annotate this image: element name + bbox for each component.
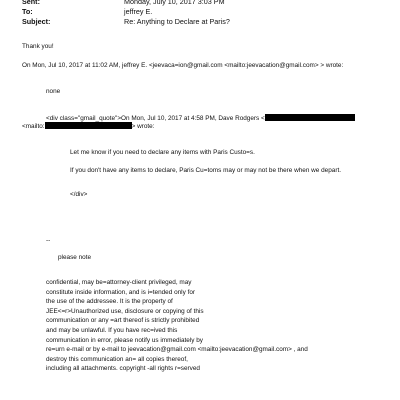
div-close: </div> <box>70 191 88 198</box>
disclaimer-line: confidential, may be=attorney-client privileged, may <box>46 279 192 286</box>
to-label: To: <box>22 7 33 16</box>
disclaimer-line: and may be unlawful. If you have rec=ived this <box>46 327 178 334</box>
disclaimer-line: communication or any =art thereof is strictly prohibited <box>46 317 200 325</box>
sent-label: Sent: <box>22 0 40 6</box>
none-text: none <box>46 88 61 95</box>
disclaimer-line: including all attachments. copyright -all rights r=served <box>46 365 200 373</box>
reply-intro: On Mon, Jul 10, 2017 at 11:02 AM, jeffrey E. <jeevaca=ion@gmail.com <mailto:jeevacation@gmail.com> > wrote: <box>22 62 344 69</box>
quote-mailto <box>22 122 154 131</box>
sent-value: Monday, July 10, 2017 3:03 PM <box>124 0 225 6</box>
disclaimer-line: communication in error, please notify us immediately by <box>46 336 203 344</box>
quote-mailto-prefix: <mailto: <box>22 123 45 130</box>
disclaimer-line: destroy this communication an= all copies thereof, <box>46 355 188 363</box>
disclaimer-line: JEE<=r>Unauthorized use, disclosure or copying of this <box>46 307 204 315</box>
quote-line-1: Let me know if you need to declare any items with Paris Custo=s. <box>70 149 255 156</box>
disclaimer-line: the use of the addressee. It is the property of <box>46 298 173 306</box>
redaction-box <box>265 114 355 121</box>
quote-mailto-suffix: > wrote: <box>131 123 155 130</box>
disclaimer-line: constitute inside information, and is i=tended only for <box>46 288 196 296</box>
please-note-text: please note <box>58 254 92 261</box>
to-value: jeffrey E. <box>124 7 153 16</box>
redaction-box <box>45 122 132 129</box>
quote-line-2: If you don't have any items to declare, Paris Cu=toms may or may not be there when we depart. <box>70 167 342 174</box>
disclaimer-line: re=urn e-mail or by e-mail to jeevacation@gmail.com <mailto:jeevacation@gmail.com> , and <box>46 346 308 354</box>
signature-dashes: -- <box>46 237 51 244</box>
thank-you-text: Thank you! <box>22 43 54 50</box>
subject-value: Re: Anything to Declare at Paris? <box>124 17 230 26</box>
quote-start-text: <div class="gmail_quote">On Mon, Jul 10, 2017 at 4:58 PM, Dave Rodgers < <box>46 115 265 122</box>
subject-label: Subject: <box>22 17 51 26</box>
